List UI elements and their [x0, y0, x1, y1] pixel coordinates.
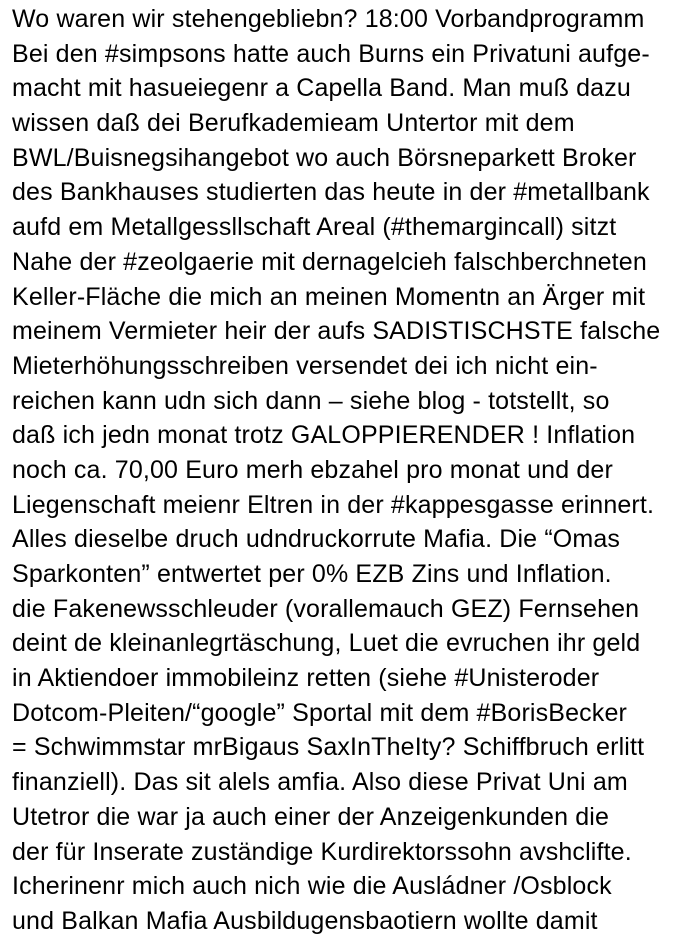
text-line: meinem Vermieter heir der aufs SADISTISCHSTE falsche [12, 317, 661, 346]
text-line: aufd em Metallgessllschaft Areal (#themargincall) sitzt [12, 213, 617, 242]
text-line: Bei den #simpsons hatte auch Burns ein Privatuni aufge- [12, 39, 650, 68]
text-line: macht mit hasueiegenr a Capella Band. Man muß dazu [12, 74, 631, 103]
text-line: Icherinenr mich auch nich wie die Ausládner /Osblock [12, 872, 612, 901]
body-text [12, 2, 682, 939]
text-line: Sparkonten” entwertet per 0% EZB Zins und Inflation. [12, 560, 612, 588]
text-line: BWL/Buisnegsihangebot wo auch Börsneparkett Broker [12, 143, 637, 172]
text-line: Alles dieselbe druch udndruckorrute Mafia. Die “Omas [12, 525, 621, 554]
text-line: daß ich jedn monat trotz GALOPPIERENDER ! Inflation [12, 421, 636, 450]
text-line: = Schwimmstar mrBigaus SaxInTheIty? Schiffbruch erlitt [12, 733, 645, 762]
text-line: Liegenschaft meienr Eltren in der #kappesgasse erinnert. [12, 490, 655, 519]
text-line: des Bankhauses studierten das heute in der #metallbank [12, 178, 650, 207]
text-line: die Fakenewsschleuder (vorallemauch GEZ) Fernsehen [12, 594, 640, 623]
text-line: Utetror die war ja auch einer der Anzeigenkunden die [12, 802, 610, 831]
text-line: Keller-Fläche die mich an meinen Momentn an Ärger mit [12, 282, 646, 311]
text-line: finanziell). Das sit alels amfia. Also diese Privat Uni am [12, 768, 628, 797]
text-line: deint de kleinanlegrtäschung, Luet die evruchen ihr geld [12, 629, 641, 658]
text-line: Wo waren wir stehengebliebn? 18:00 Vorbandprogramm [12, 5, 645, 33]
text-line: reichen kann udn sich dann – siehe blog - totstellt, so [12, 386, 610, 415]
text-line: in Aktiendoer immobileinz retten (siehe #Unisteroder [12, 664, 600, 693]
text-line: der für Inserate zuständige Kurdirektorssohn avshclifte. [12, 837, 632, 866]
text-line: Dotcom-Pleiten/“google” Sportal mit dem #BorisBecker [12, 698, 627, 727]
text-line: Nahe der #zeolgaerie mit dernagelcieh falschberchneten [12, 247, 647, 276]
text-line: noch ca. 70,00 Euro merh ebzahel pro monat und der [12, 455, 613, 484]
text-line: und Balkan Mafia Ausbildugensbaotiern wollte damit [12, 906, 598, 935]
text-line: wissen daß dei Berufkademieam Untertor mit dem [12, 109, 575, 138]
text-line: Mieterhöhungsschreiben versendet dei ich nicht ein- [12, 351, 598, 380]
